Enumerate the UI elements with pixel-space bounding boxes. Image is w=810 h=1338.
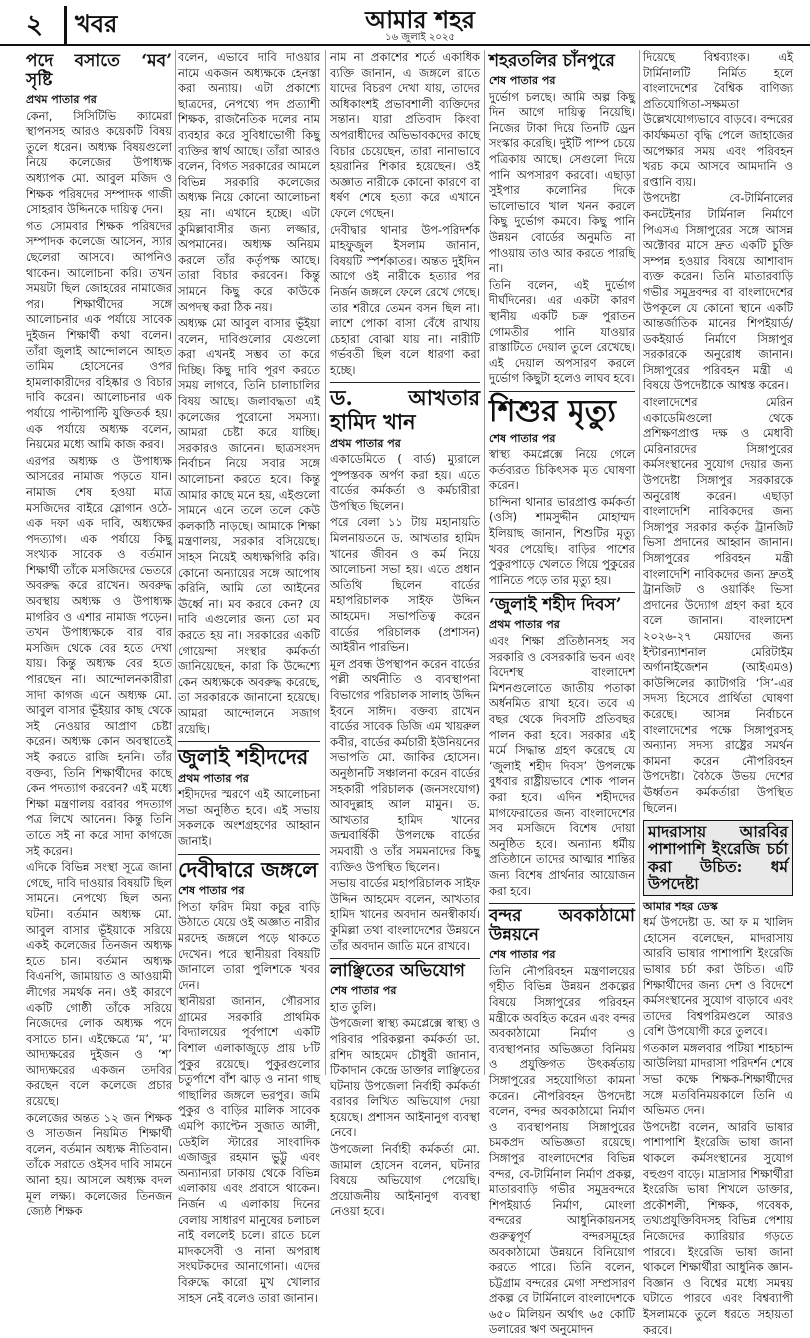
kicker: শেষ পাতার পর — [330, 984, 397, 998]
issue-date: ১৬ জুলাই ২০২৫ — [385, 32, 455, 43]
paragraph: দুর্ভোগ চলছে। আমি অল্প কিছু দিন আগে দায়িত্ব নিয়েছি। নিজের টাকা দিয়ে তিনটি ড্রেন সংস্কার করেছি। দুইটি পাম্প চেয়ে পত্রিকায় আছে। সেগুলো দিয়ে পানি অপসারণ করবো। এছাড়া সুইপার কলোনির দিকে ভালোভাবে খাল খনন করলে কিছু দুর্ভোগ কমবে। কিছু পানি উন্নয়ন বোর্ডের অনুমতি না পাওয়ায় তাও আর করতে পারছি না। — [489, 89, 635, 276]
divider — [489, 903, 635, 904]
column-divider — [325, 50, 326, 1075]
paragraph: নাম না প্রকাশের শর্তে একাধিক ব্যক্তি জানান, এ জঙ্গলে রাতে যাদের বিচরণ দেখা যায়, তাদের অধিকাংশই প্রভাবশালী ব্যক্তিদের সন্তান। যারা প্রতিবাদ কিংবা অপরাধীদের অভিভাবকদের কাছে বিচার চেয়েছেন, তারা নানাভাবে হয়রানির শিকার হয়েছেন। ওই অজ্ঞাত নারীকে কোনো কারণে বা ধর্ষণ শেষে হত্যা করে এখানে ফেলে গেছেন। — [330, 50, 480, 220]
column-divider — [175, 50, 176, 1075]
paragraph: এরপর অধ্যক্ষ ও উপাধ্যক্ষ আসরের নামাজ পড়তে যান। নামাজ শেষ হওয়া মাত্র মসজিদের বাইরে স্লোগান ওঠে- এক দফা এক দাবি, অধ্যক্ষের পদত্যাগ। এক পর্যায়ে কিছু সংখ্যক সাবেক ও বর্তমান শিক্ষার্থী তাঁকে মসজিদের ভেতরে অবরুদ্ধ করে রাখেন। অবরুদ্ধ অবস্থায় অধ্যক্ষ ও উপাধ্যক্ষ মাগরিব ও এশার নামাজ পড়েন। তখন উপাধ্যক্ষকে বার বার মসজিদ থেকে বের হতে দেখা যায়। কিন্তু অধ্যক্ষ বের হতে পারছেন না। আন্দোলনকারীরা সাদা কাগজ এনে অধ্যক্ষ মো. আবুল বাসার ভূঁইয়ার কাছ থেকে সই নেওয়ার আপ্রাণ চেষ্টা করেন। অধ্যক্ষ কোন অবস্থাতেই সই করতে রাজি হননি। তাঁর বক্তব্য, তিনি শিক্ষার্থীদের কাছে কেন পদত্যাগ করবেন? এই মধ্যে শিক্ষা মন্ত্রণালয় বরাবর পদত্যাগ পত্র লিখে আনেন। কিন্তু তিনি তাতে সই না করে সাদা কাগজে সই করেন। — [26, 453, 172, 858]
kicker: প্রথম পাতার পর — [489, 618, 560, 632]
divider — [330, 382, 480, 383]
paragraph: দেবীদ্বার থানার উপ-পরিদর্শক মাহফুজুল ইসলাম জানান, বিষয়টি স্পর্শকাতর। অন্তত দুইদিন আগে ওই নারীকে হত্যার পর নির্জন জঙ্গলে ফেলে রেখে গেছে। তার শরীরে তেমন বসন ছিল না। লাশে পোকা বাসা বেঁধে রাখায় চেহারা বোঝা যায় না। নারীটি গর্ভবতী ছিল বলে ধারণা করা হচ্ছে। — [330, 222, 480, 377]
kicker: শেষ পাতার পর — [178, 884, 245, 898]
kicker: শেষ পাতার পর — [489, 431, 556, 445]
paragraph: উপজেলা নির্বাহী কর্মকর্তা মো. জামাল হোসেন বলেন, ঘটনার বিষয়ে অভিযোগ পেয়েছি। প্রয়োজনীয় আইনানুগ ব্যবস্থা নেওয়া হবে। — [330, 1142, 480, 1219]
article-port-continued — [643, 50, 793, 816]
divider — [489, 391, 635, 392]
page-number: ২ — [26, 10, 43, 40]
article-mob — [26, 52, 172, 1220]
paragraph: স্থানীয়রা জানান, গৌরসার গ্রামের সরকারি প্রাথমিক বিদ্যালয়ের পূর্বপাশে একটি বিশাল এলাকাজুড়ে প্রায় ৮টি পুকুর রয়েছে। পুকুরগুলোর চতুর্পাশে বাঁশ ঝাড় ও নানা গাছ গাছালির জঙ্গলে ভরপুর। জমি পুকুর ও বাড়ির মালিক সাবেক এমপি ক্যাপ্টেন সুজাত আলী, ডেইলি স্টারের সাংবাদিক এজাজুর রহমান ভুট্টু এবং অন্যান্যরা ঢাকায় থেকে বিভিন্ন এলাকায় এবং প্রবাসে থাকেন। নির্জন এ এলাকায় দিনের বেলায় সাধারণ মানুষের চলাচল নাই বললেই চলে। রাতে চলে মাদকসেবী ও নানা অপরাধ সংঘটকদের আনাগোনা। এদের বিরুদ্ধে কারো মুখ খোলার সাহস নেই বলেও তারা জানান। — [178, 994, 320, 1305]
paragraph: উপদেষ্টা বলেন, আরবি ভাষার পাশাপাশি ইংরেজি ভাষা জানা থাকলে কর্মসংস্থানের সুযোগ বহুগুণ বাড়ে। মাদ্রাসার শিক্ষার্থীরা ইংরেজি ভাষা শিখলে ডাক্তার, প্রকৌশলী, শিক্ষক, গবেষক, তথ্যপ্রযুক্তিবিদসহ বিভিন্ন পেশায় নিজেদের ক্যারিয়ার গড়তে পারবে। ইংরেজি ভাষা জানা থাকলে শিক্ষার্থীরা আধুনিক জ্ঞান-বিজ্ঞান ও বিশ্বের মধ্যে সমন্বয় ঘটাতে পারবে এবং বিশ্বব্যাপী ইসলামকে তুলে ধরতে সহায়তা করবে। — [643, 1119, 793, 1337]
paragraph: চান্দিনা থানার ভারপ্রাপ্ত কর্মকর্তা (ওসি) শামসুদ্দীন মোহাম্মদ ইলিয়াছ জানান, শিশুটির মৃত্যু খবর পেয়েছি। বাড়ির পাশের পুকুরপাড়ে খেলতে গিয়ে পুকুরের পানিতে পড়ে তার মৃত্যু হয়। — [489, 494, 635, 587]
paragraph: কেনা, সিসিটিভি ক্যামেরা স্থাপনসহ আরও কয়েকটি বিষয় তুলে ধরেন। অধ্যক্ষ বিষয়গুলো নিয়ে কলেজের উপাধ্যক্ষ অধ্যাপক মো. আবুল মজিদ ও শিক্ষক পরিষদের সম্পাদক গাজী সোহরাব উদ্দিনকে দায়িত্ব দেন। — [26, 108, 172, 217]
article-akhtar — [330, 386, 480, 954]
paragraph: গত সোমবার শিক্ষক পরিষদের সম্পাদক কলেজে আসেন, স্যার ছেলেরা আসবে। আপনিও থাকেন। আলোচনা করি। তখন সময়টা ছিল জোহরের নামাজের পর। শিক্ষার্থীদের সঙ্গে আলোচনার এক পর্যায়ে সাবেক দুইজন শিক্ষার্থী কথা বলেন। তাঁরা জুলাই আন্দোলনে আহত তামিম হোসেনের ওপর হামলাকারীদের বহিষ্কার ও বিচার দাবি করেন। আলোচনার এক পর্যায়ে পাল্টাপাল্টি যুক্তিতর্ক হয়। এক পর্যায়ে অধ্যক্ষ বলেন, নিয়মের মধ্যে আমি কাজ করব। — [26, 218, 172, 452]
paragraph: সভায় বার্ডের মহাপরিচালক সাইফ উদ্দিন আহমেদ বলেন, আখতার হামিদ খানের অবদান অনস্বীকার্য। কুমিল্লা তথা বাংলাদেশের উন্নয়নে তাঁর অবদান জাতি মনে রাখবে। — [330, 876, 480, 953]
article-mob-continued — [178, 50, 320, 737]
kicker: প্রথম পাতার পর — [26, 93, 97, 107]
kicker: আমার শহর ডেস্ক — [643, 899, 718, 913]
column-divider — [639, 50, 640, 1075]
headline: জুলাই শহীদদের — [178, 744, 309, 770]
article-port — [489, 907, 635, 1338]
headline: বন্দর অবকাঠামো উন্নয়নে — [489, 906, 635, 946]
headline: শিশুর মৃত্যু — [489, 393, 616, 429]
paragraph: বলেন, এভাবে দাবি দাওয়ার নামে একজন অধ্যক্ষকে হেনস্তা করা অন্যায়। এটা প্রকাশ্যে ছাত্রদের, নেপথ্যে পদ প্রত্যাশী শিক্ষক, রাজনৈতিক দলের নাম ব্যবহার করে সুবিধাভোগী কিছু ব্যক্তির স্বার্থ আছে। তাঁরা আরও বলেন, বিগত সরকারের আমলে বিভিন্ন সরকারি কলেজের অধ্যক্ষ নিয়ে কোনো আলোচনা হয় না। এখানে হচ্ছে। এটা কুমিল্লাবাসীর জন্য লজ্জার, অপমানের। অধ্যক্ষ অনিয়ম করলে তাঁর কর্তৃপক্ষ আছে। তারা বিচার করবেন। কিন্তু সামনে কিছু করে কাউকে অপদস্থ করা ঠিক নয়। — [178, 50, 320, 314]
article-canals — [489, 52, 635, 387]
headline: ‘জুলাই শহীদ দিবস’ — [489, 595, 622, 616]
paragraph: পিতা ফরিদ মিয়া কচুর বাড়ি উঠাতে যেয়ে ওই অজ্ঞাত নারীর মরদেহ জঙ্গলে পড়ে থাকতে দেখেন। পরে স্থানীয়রা বিষয়টি জানালে তারা পুলিশকে খবর দেন। — [178, 899, 320, 992]
paragraph: উপদেষ্টা বে-টার্মিনালের কনটেইনার টার্মিনাল নির্মাণে পিএসএ সিঙ্গাপুরের সঙ্গে আসন্ন অক্টোবর মাসে দ্রুত একটি চুক্তি সম্পন্ন হওয়ার বিষয়ে আশাবাদ ব্যক্ত করেন। তিনি মাতারবাড়ি গভীর সমুদ্রবন্দর বা বাংলাদেশের উপকূলে যে কোনো স্থানে একটি আন্তর্জাতিক মানের শিপইয়ার্ড/ডকইয়ার্ড নির্মাণে সিঙ্গাপুর সরকারকে অনুরোধ জানান। সিঙ্গাপুরের পরিবহন মন্ত্রী এ বিষয়ে উপদেষ্টাকে আশ্বস্ত করেন। — [643, 191, 793, 393]
article-madrasa — [643, 820, 793, 1338]
kicker: শেষ পাতার পর — [489, 74, 556, 88]
kicker: প্রথম পাতার পর — [330, 436, 401, 450]
paragraph: শহীদদের স্মরণে এই আলোচনা সভা অনুষ্ঠিত হবে। এই সভায় সকলকে অংশগ্রহণের আহ্বান জানাই। — [178, 787, 320, 849]
headline: দেবীদ্বারে জঙ্গলে — [178, 856, 318, 882]
paragraph: পরে বেলা ১১ টায় মহানায়তি মিলনায়তনে ড. আখতার হামিদ খানের জীবন ও কর্ম নিয়ে আলোচনা সভা হয়। এতে প্রধান অতিথি ছিলেন বার্ডের মহাপরিচালক সাইফ উদ্দিন আহমেদ। সভাপতিত্ব করেন বার্ডের পরিচালক (প্রশাসন) আইরীন পারভিন। — [330, 515, 480, 655]
column-4 — [489, 50, 635, 1337]
paragraph: মূল প্রবন্ধ উপস্থাপন করেন বার্ডের পল্লী অর্থনীতি ও ব্যবস্থাপনা বিভাগের পরিচালক সালাহ উদ্দিন ইবনে সাঈদ। বক্তব্য রাখেন বার্ডের সাবেক ডিজি এম খায়রুল কবীর, বার্ডের কর্মচারী ইউনিয়নের সভাপতি মো. জাকির হোসেন। অনুষ্ঠানটি সঞ্চালনা করেন বার্ডের সহকারী পরিচালক (জনসংযোগ) আবদুল্লাহ আল মামুন। ড. আখতার হামিদ খানের জন্মবার্ষিকী উপলক্ষে বার্ডের সমবায়ী ও তাঁর সমমনাদের কিছু ব্যক্তিও উপস্থিত ছিলেন। — [330, 656, 480, 874]
paragraph: তিনি নৌপরিবহন মন্ত্রণালয়ের গৃহীত বিভিন্ন উন্নয়ন প্রকল্পের বিষয়ে সিঙ্গাপুরের পরিবহন মন্ত্রীকে অবহিত করেন এবং বন্দর অবকাঠামো নির্মাণ ও ব্যবস্থাপনার অভিজ্ঞতা বিনিময় ও প্রযুক্তিগত উৎকর্ষতায় সিঙ্গাপুরের সহযোগিতা কামনা করেন। নৌপরিবহন উপদেষ্টা বলেন, বন্দর অবকাঠামো নির্মাণ ও ব্যবস্থাপনায় সিঙ্গাপুরের চমকপ্রদ অভিজ্ঞতা রয়েছে। সিঙ্গাপুর বাংলাদেশের বিভিন্ন বন্দর, বে-টার্মিনাল নির্মাণ প্রকল্প, মাতারবাড়ি গভীর সমুদ্রবন্দরে শিপইয়ার্ড নির্মাণ, মোংলা বন্দরের আধুনিকায়নসহ গুরুত্বপূর্ণ বন্দরসমূহের অবকাঠামো উন্নয়নে বিনিয়োগ করতে পারে। তিনি বলেন, চট্টগ্রাম বন্দরের মেগা সম্প্রসারণ প্রকল্প বে টার্মিনালে বাংলাদেশকে ৬৫০ মিলিয়ন অর্থাৎ ৬৫ কোটি ডলারের ঋণ অনুমোদন — [489, 963, 635, 1337]
section-title: খবর — [64, 6, 117, 46]
divider — [178, 854, 320, 855]
paragraph: একাডেমিতে ( বার্ড) ম্যুরালে পুষ্পস্তবক অর্পণ করা হয়। এতে বার্ডের কর্মকর্তা ও কর্মচারীরা উপস্থিত ছিলেন। — [330, 452, 480, 513]
paragraph: এদিকে বিভিন্ন সংস্থা সূত্রে জানা গেছে, দাবি দাওয়ার বিষয়টি ছিল সামনে। নেপথ্যে ছিল অন্য ঘটনা। বর্তমান অধ্যক্ষ মো. আবুল বাসার ভূঁইয়াকে সরিয়ে একই কলেজের তিনজন অধ্যক্ষ হতে চান। বর্তমান অধ্যক্ষ বিএনপি, জামায়াত ও আওয়ামী লীগের সমর্থক নন। ওই কারণে একটি গোষ্ঠী তাঁকে সরিয়ে নিজেদের লোক অধ্যক্ষ পদে বসাতে চান। এইক্ষেত্রে ‘ম’, ‘ম’ আদ্যক্ষরের দুইজন ও ‘শ’ আদ্যক্ষরের একজন তদবির করছেন বলে কলেজে প্রচার রয়েছে। — [26, 860, 172, 1109]
article-child — [489, 395, 635, 589]
newspaper-name: আমার শহর — [365, 5, 475, 34]
article-july-day — [489, 596, 635, 899]
paragraph: দিয়েছে বিশ্বব্যাংক। এই টার্মিনালটি নির্মিত হলে বাংলাদেশের বৈশ্বিক বাণিজ্য প্রতিযোগিতা-সক্ষমতা উল্লেখযোগ্যভাবে বাড়বে। বন্দরের কার্যক্ষমতা বৃদ্ধি পেলে জাহাজের অপেক্ষার সময় এবং পরিবহন খরচ কমে আসবে আমদানি ও রপ্তানি ব্যয়। — [643, 50, 793, 189]
headline: ড. আখতার হামিদ খান — [330, 385, 480, 434]
article-lanchona — [330, 962, 480, 1220]
article-jungle — [178, 858, 320, 1307]
headline: লাঞ্ছিতের অভিযোগ — [330, 961, 465, 982]
paragraph: উপজেলা স্বাস্থ্য কমপ্লেক্সে স্বাস্থ্য ও পরিবার পরিকল্পনা কর্মকর্তা ডা. রশিদ আহমেদ চৌধুরী জানান, টিকাদান কেন্দ্রে ডাক্তার লাঞ্ছিতের ঘটনায় উপজেলা নির্বাহী কর্মকর্তা বরাবর লিখিত অভিযোগ দেয়া হয়েছে। প্রশাসন আইনানুগ ব্যবস্থা নেবে। — [330, 1016, 480, 1140]
article-july-martyrs — [178, 745, 320, 849]
paragraph: এবং শিক্ষা প্রতিষ্ঠানসহ সব সরকারি ও বেসরকারি ভবন এবং বিদেশস্থ বাংলাদেশ মিশনগুলোতে জাতীয় পতাকা অর্ধনমিত রাখা হবে। তবে এ বছর থেকে দিবসটি প্রতিবছর পালন করা হবে। সরকার এই মর্মে সিদ্ধান্ত গ্রহণ করেছে যে ‘জুলাই শহীদ দিবস’ উপলক্ষে বুধবার রাষ্ট্রীয়ভাবে শোক পালন করা হবে। এদিন শহীদদের মাগফেরাতের জন্য বাংলাদেশের সব মসজিদে বিশেষ দোয়া অনুষ্ঠিত হবে। অন্যান্য ধর্মীয় প্রতিষ্ঠানে তাদের আত্মার শান্তির জন্য বিশেষ প্রার্থনার আয়োজন করা হবে। — [489, 634, 635, 898]
headline: শহরতলির চাঁনপুরে — [489, 51, 615, 71]
headline: পদে বসাতে ‘মব’ সৃষ্টি — [26, 51, 172, 91]
paragraph: হাত তুলি। — [330, 999, 376, 1014]
divider — [330, 958, 480, 959]
kicker: শেষ পাতার পর — [489, 948, 556, 962]
paragraph: কলেজের অন্তত ১২ জন শিক্ষক ও সাতজন নিয়মিত শিক্ষার্থী বলেন, বর্তমান অধ্যক্ষ নীতিবান। তাঁকে সরাতে ওইসব দাবি সামনে আনা হয়। আসলে অধ্যক্ষ বদল মূল লক্ষ্য। কলেজের তিনজন জ্যেষ্ঠ শিক্ষক — [26, 1110, 172, 1219]
paragraph: ধর্ম উপদেষ্টা ড. আ ফ ম খালিদ হোসেন বলেছেন, মাদরাসায় আরবি ভাষার পাশাপাশি ইংরেজি ভাষার চর্চা করা উচিত। এটি শিক্ষার্থীদের জন্য দেশ ও বিদেশে কর্মসংস্থানের সুযোগ বাড়াবে এবং তাদের বিশ্বপরিমণ্ডলে আরও বেশি উপযোগী করে তুলবে। — [643, 915, 793, 1039]
headline: মাদরাসায় আরবির পাশাপাশি ইংরেজি চর্চা করা উচিত: ধর্ম উপদেষ্টা — [648, 822, 788, 894]
paragraph: গতকাল মঙ্গলবার পটিয়া শাহচান্দ আউলিয়া মাদরাসা পরিদর্শন শেষে সভা কক্ষে শিক্ষক-শিক্ষার্থীদের সঙ্গে মতবিনিময়কালে তিনি এ অভিমত দেন। — [643, 1040, 793, 1118]
column-2 — [178, 50, 320, 1305]
paragraph: তিনি বলেন, এই দুর্ভোগ দীর্ঘদিনের। এর একটা কারণ স্থানীয় একটি চক্র পুরাতন গোমতীর পানি যাওয়ার রাস্তাটিতে দেয়াল তুলে রেখেছে। এই দেয়াল অপসারণ করলে দুর্ভোগ কিছুটা হলেও লাঘব হবে। — [489, 277, 635, 386]
paragraph: অধ্যক্ষ মো আবুল বাসার ভূঁইয়া বলেন, দাবিগুলোর যেগুলো করা এখনই সম্ভব তা করে দিচ্ছি। কিছু দাবি পূরণ করতে সময় লাগবে, তিনি চালাচালির বিষয় আছে। জলাবদ্ধতা এই কলেজের পুরোনো সমস্যা। আমরা চেষ্টা করে যাচ্ছি। সরকারও জানেন। ছাত্রসংসদ নির্বাচন নিয়ে সবার সঙ্গে আলোচনা করতে হবে। কিন্তু আমার কাছে মনে হয়, এইগুলো সামনে এনে তলে তলে কেউ কলকাঠি নাড়ছে। আমাকে শিক্ষা মন্ত্রণালয়, সরকার বসিয়েছে। সাহস নিয়েই অধ্যক্ষগিরি করি। কোনো অন্যায়ের সঙ্গে আপোষ করিনি, আমি তো আইনের ঊর্ধ্বে না। মব করবে কেন? যে দাবি এগুলোর জন্য তো মব করতে হয় না। সরকারের একটি গোয়েন্দা সংস্থার কর্মকর্তা জানিয়েছেন, কারা কি উদ্দেশ্যে কেন অধ্যক্ষকে অবরুদ্ধ করেছে, তা সরকারকে জানানো হয়েছে। আমরা আন্দোলনে সজাগ রয়েছি। — [178, 316, 320, 736]
column-1 — [26, 50, 172, 1219]
divider — [489, 592, 635, 593]
masthead — [0, 0, 810, 46]
article-jungle-continued — [330, 50, 480, 378]
column-divider — [484, 50, 485, 1075]
column-5 — [643, 50, 793, 1337]
column-3 — [330, 50, 480, 1219]
divider — [178, 741, 320, 742]
paragraph: স্বাস্থ্য কমপ্লেক্সে নিয়ে গেলে কর্তব্যরত চিকিৎসক মৃত ঘোষণা করেন। — [489, 447, 635, 493]
headline-box — [643, 820, 793, 895]
paragraph: বাংলাদেশের মেরিন একাডেমিগুলো থেকে প্রশিক্ষণপ্রাপ্ত দক্ষ ও মেধাবী মেরিনারদের সিঙ্গাপুরের কর্মসংস্থানের সুযোগ দেয়ার জন্য উপদেষ্টা সিঙ্গাপুর সরকারকে অনুরোধ করেন। এছাড়া বাংলাদেশি নাবিকদের জন্য সিঙ্গাপুর সরকার কর্তৃক ট্রানজিট ভিসা প্রদানের আহ্বান জানান। সিঙ্গাপুরের পরিবহন মন্ত্রী বাংলাদেশি নাবিকদের জন্য দ্রুতই ট্রানজিট ও ওয়ার্কিং ভিসা প্রদানের উদ্যোগ গ্রহণ করা হবে বলে জানান। বাংলাদেশ ২০২৬-২৭ মেয়াদের জন্য ইন্টারন্যাশনাল মেরিটাইম অর্গানাইজেশন (আইএমও) কাউন্সিলের ক্যাটাগরি ‘সি’-এর সদস্য হিসেবে প্রার্থিতা ঘোষণা করেছে। আসন্ন নির্বাচনে বাংলাদেশের পক্ষে সিঙ্গাপুরসহ অন্যান্য সদস্য রাষ্ট্রের সমর্থন কামনা করেন নৌপরিবহন উপদেষ্টা। বৈঠকে উভয় দেশের ঊর্ধ্বতন কর্মকর্তারা উপস্থিত ছিলেন। — [643, 395, 793, 815]
kicker: প্রথম পাতার পর — [178, 771, 249, 785]
